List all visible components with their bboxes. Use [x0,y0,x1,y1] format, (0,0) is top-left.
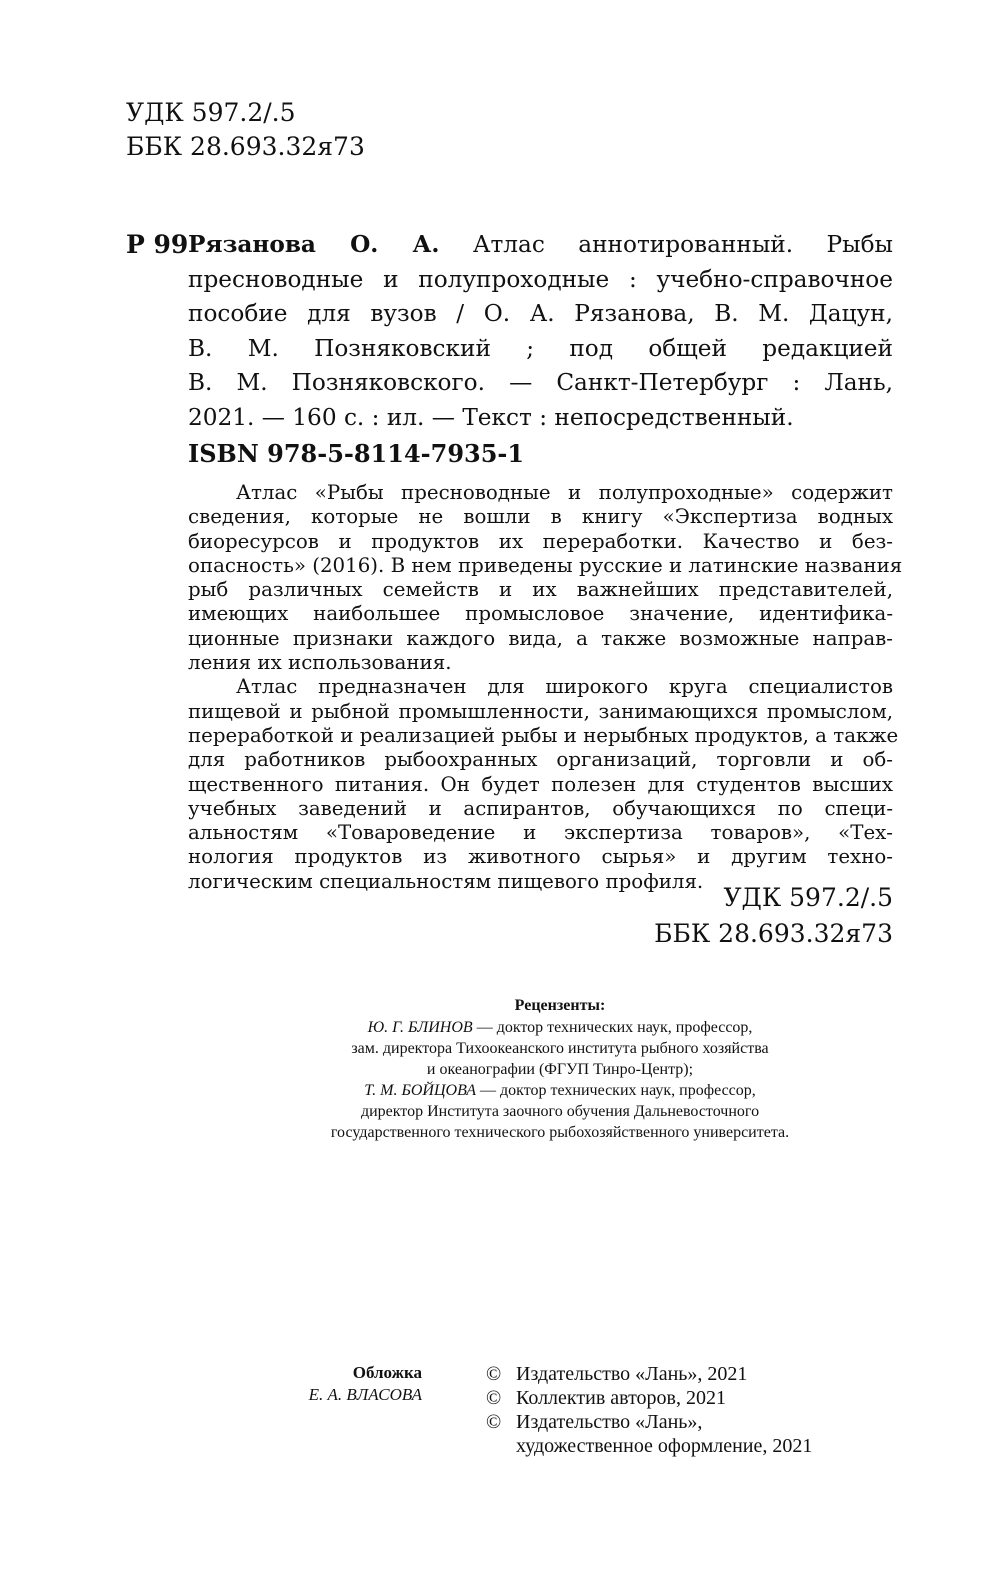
udk-code: УДК 597.2/.5 [126,98,296,127]
biblio-line [188,228,893,263]
bibliographic-record [188,228,893,435]
copyright-row [486,1386,906,1410]
bbk-code: ББК 28.693.32я73 [654,919,893,948]
copyright-text: Коллектив авторов, 2021 [516,1387,726,1409]
annotation-line: нология продуктов из животного сырья» и другим техно- [188,845,893,869]
annotation-line: рыб различных семейств и их важнейших представителей, [188,578,893,602]
annotation-line: опасность» (2016). В нем приведены русские и латинские названия [188,553,903,577]
author-sign: Р 99 [126,230,189,259]
reviewer-line: государственного технического рыбохозяйственного университета. [330,1124,790,1141]
reviewer-line: и океанографии (ФГУП Тинро-Центр); [426,1061,694,1078]
annotation-line: Атлас «Рыбы пресноводные и полупроходные» содержит [236,481,893,504]
copyright-row [486,1362,906,1386]
biblio-line: В. М. Позняковский ; под общей редакцией [188,334,893,362]
reviewer-credentials: — доктор технических наук, профессор, [476,1082,756,1099]
reviewer-credentials: — доктор технических наук, профессор, [472,1019,753,1036]
reviewer-line [200,1080,920,1101]
annotation-line: переработкой и реализацией рыбы и нерыбных продуктов, а также [188,723,899,747]
copyright-continuation: художественное оформление, 2021 [516,1435,813,1457]
annotation-line: учебных заведений и аспирантов, обучающихся по специ- [188,796,893,820]
annotation [188,481,903,894]
annotation-line: ционные признаки каждого вида, а также возможные направ- [188,626,893,650]
copyright-symbol: © [486,1387,502,1409]
biblio-title-start: Атлас аннотированный. Рыбы [472,231,893,258]
copyright-row [486,1410,906,1434]
bbk-code: ББК 28.693.32я73 [126,132,365,161]
copyright-symbol: © [486,1411,502,1433]
biblio-line: пресноводные и полупроходные : учебно-справочное [188,265,893,293]
reviewer-line: директор Института заочного обучения Дальневосточного [360,1103,760,1120]
copyright-symbol: © [486,1363,502,1385]
annotation-line: имеющих наибольшее промысловое значение, идентифика- [188,602,893,626]
reviewers-block [200,995,920,1143]
cover-credit [240,1362,422,1406]
classification-codes-bottom [654,880,893,952]
annotation-line: Атлас предназначен для широкого круга специалистов [236,675,893,699]
annotation-line: альностям «Товароведение и экспертиза товаров», «Тех- [188,821,893,845]
udk-code: УДК 597.2/.5 [723,883,893,912]
annotation-line: для работников рыбоохранных организаций, торговли и об- [188,748,893,772]
reviewer-line [200,1017,920,1038]
reviewers-title: Рецензенты: [514,997,606,1014]
copyright-text: Издательство «Лань», 2021 [516,1363,748,1385]
annotation-line: биоресурсов и продуктов их переработки. Качество и без- [188,529,893,553]
annotation-line: пищевой и рыбной промышленности, занимающихся промыслом, [188,699,893,723]
author-name: Рязанова О. А. [188,231,440,258]
biblio-line: пособие для вузов / О. А. Рязанова, В. М. Дацун, [188,300,893,327]
reviewer-name: Т. М. БОЙЦОВА [364,1082,477,1099]
reviewer-line: зам. директора Тихоокеанского института рыбного хозяйства [351,1040,769,1057]
annotation-line: сведения, которые не вошли в книгу «Экспертиза водных [188,505,893,529]
isbn: ISBN 978-5-8114-7935-1 [188,439,525,468]
annotation-line: щественного питания. Он будет полезен для студентов высших [188,772,893,796]
biblio-line: В. М. Позняковского. — Санкт-Петербург : Лань, [188,369,893,396]
copyright-block [486,1362,906,1458]
annotation-line: ления их использования. [188,651,452,675]
classification-codes-top [126,96,365,164]
cover-label: Обложка [352,1363,422,1382]
copyright-text: Издательство «Лань», [516,1411,703,1433]
reviewer-name: Ю. Г. БЛИНОВ [367,1019,473,1036]
biblio-line: 2021. — 160 с. : ил. — Текст : непосредственный. [188,403,794,431]
cover-designer: Е. А. ВЛАСОВА [308,1385,422,1404]
annotation-line: логическим специальностям пищевого профиля. [188,869,704,893]
